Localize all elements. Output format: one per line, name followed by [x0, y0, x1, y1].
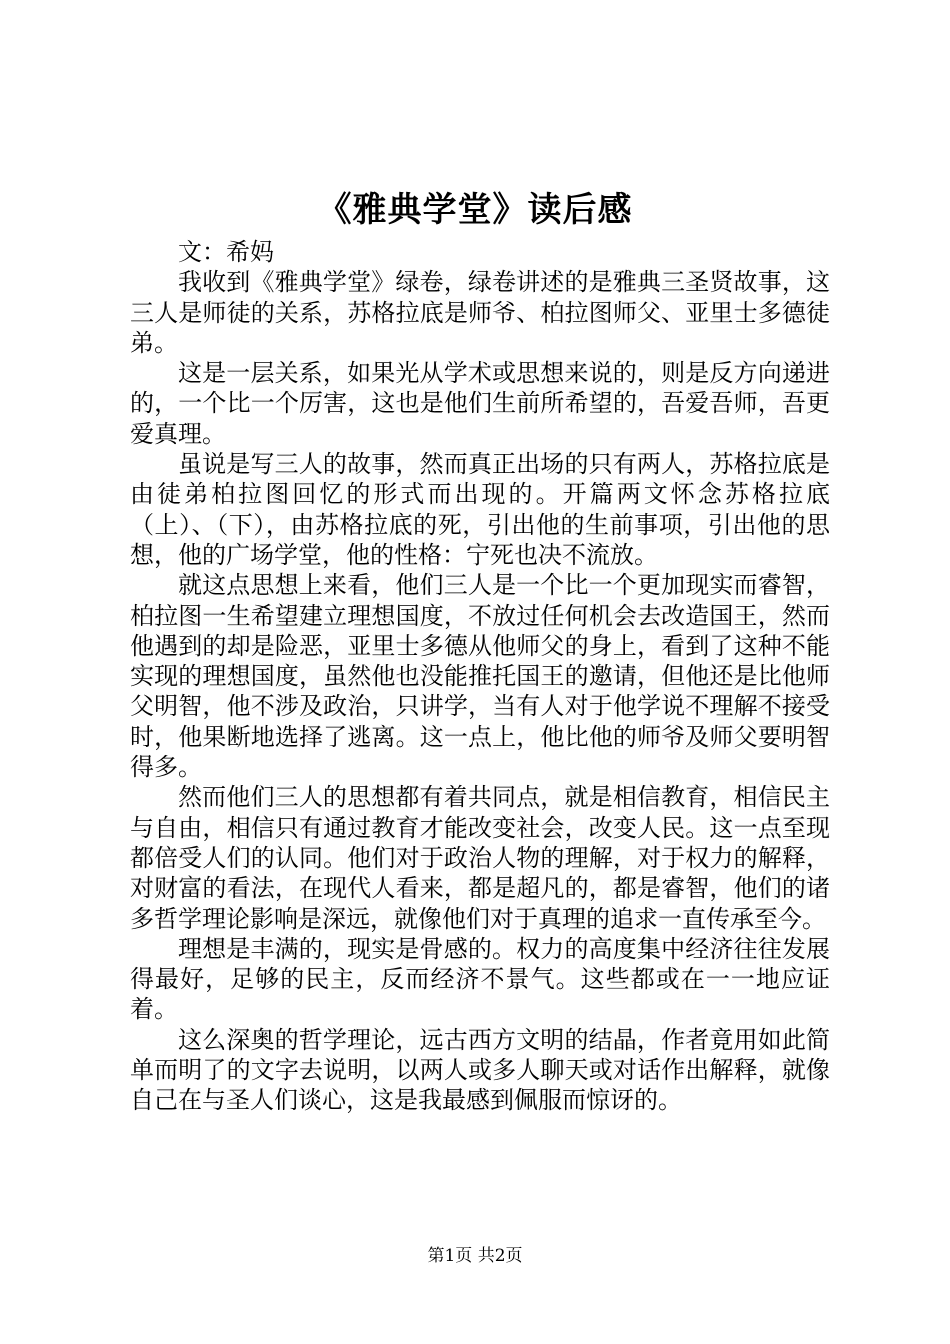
- document-body: [130, 237, 830, 1116]
- paragraph-4: 就这点思想上来看，他们三人是一个比一个更加现实而睿智，柏拉图一生希望建立理想国度，不放过任何机会去改造国王，然而他遇到的却是险恶，亚里士多德从他师父的身上，看到了这种不能实现的理想国度，虽然他也没能推托国王的邀请，但他还是比他师父明智，他不涉及政治，只讲学，当有人对于他学说不理解不接受时，他果断地选择了逃离。这一点上，他比他的师爷及师父要明智得多。: [130, 571, 830, 782]
- paragraph-2: 这是一层关系，如果光从学术或思想来说的，则是反方向递进的，一个比一个厉害，这也是他们生前所希望的，吾爱吾师，吾更爱真理。: [130, 359, 830, 448]
- paragraph-7: 这么深奥的哲学理论，远古西方文明的结晶，作者竟用如此简单而明了的文字去说明，以两人或多人聊天或对话作出解释，就像自己在与圣人们谈心，这是我最感到佩服而惊讶的。: [130, 1025, 830, 1115]
- author-line: 文：希妈: [178, 238, 274, 266]
- paragraph-1: 我收到《雅典学堂》绿卷，绿卷讲述的是雅典三圣贤故事，这三人是师徒的关系，苏格拉底是师爷、柏拉图师父、亚里士多德徒弟。: [130, 268, 830, 357]
- document-title: 《雅典学堂》读后感: [317, 190, 633, 230]
- paragraph-5: 然而他们三人的思想都有着共同点，就是相信教育，相信民主与自由，相信只有通过教育才能改变社会，改变人民。这一点至现都倍受人们的认同。他们对于政治人物的理解，对于权力的解释，对财富的看法，在现代人看来，都是超凡的，都是睿智，他们的诸多哲学理论影响是深远，就像他们对于真理的追求一直传承至今。: [130, 783, 830, 933]
- page-footer: 第1页 共2页: [427, 1246, 523, 1266]
- paragraph-6: 理想是丰满的，现实是骨感的。权力的高度集中经济往往发展得最好，足够的民主，反而经济不景气。这些都或在一一地应证着。: [130, 934, 830, 1024]
- paragraph-3: 虽说是写三人的故事，然而真正出场的只有两人，苏格拉底是由徒弟柏拉图回忆的形式而出现的。开篇两文怀念苏格拉底（上）、（下），由苏格拉底的死，引出他的生前事项，引出他的思想，他的广场学堂，他的性格：宁死也决不流放。: [130, 450, 830, 569]
